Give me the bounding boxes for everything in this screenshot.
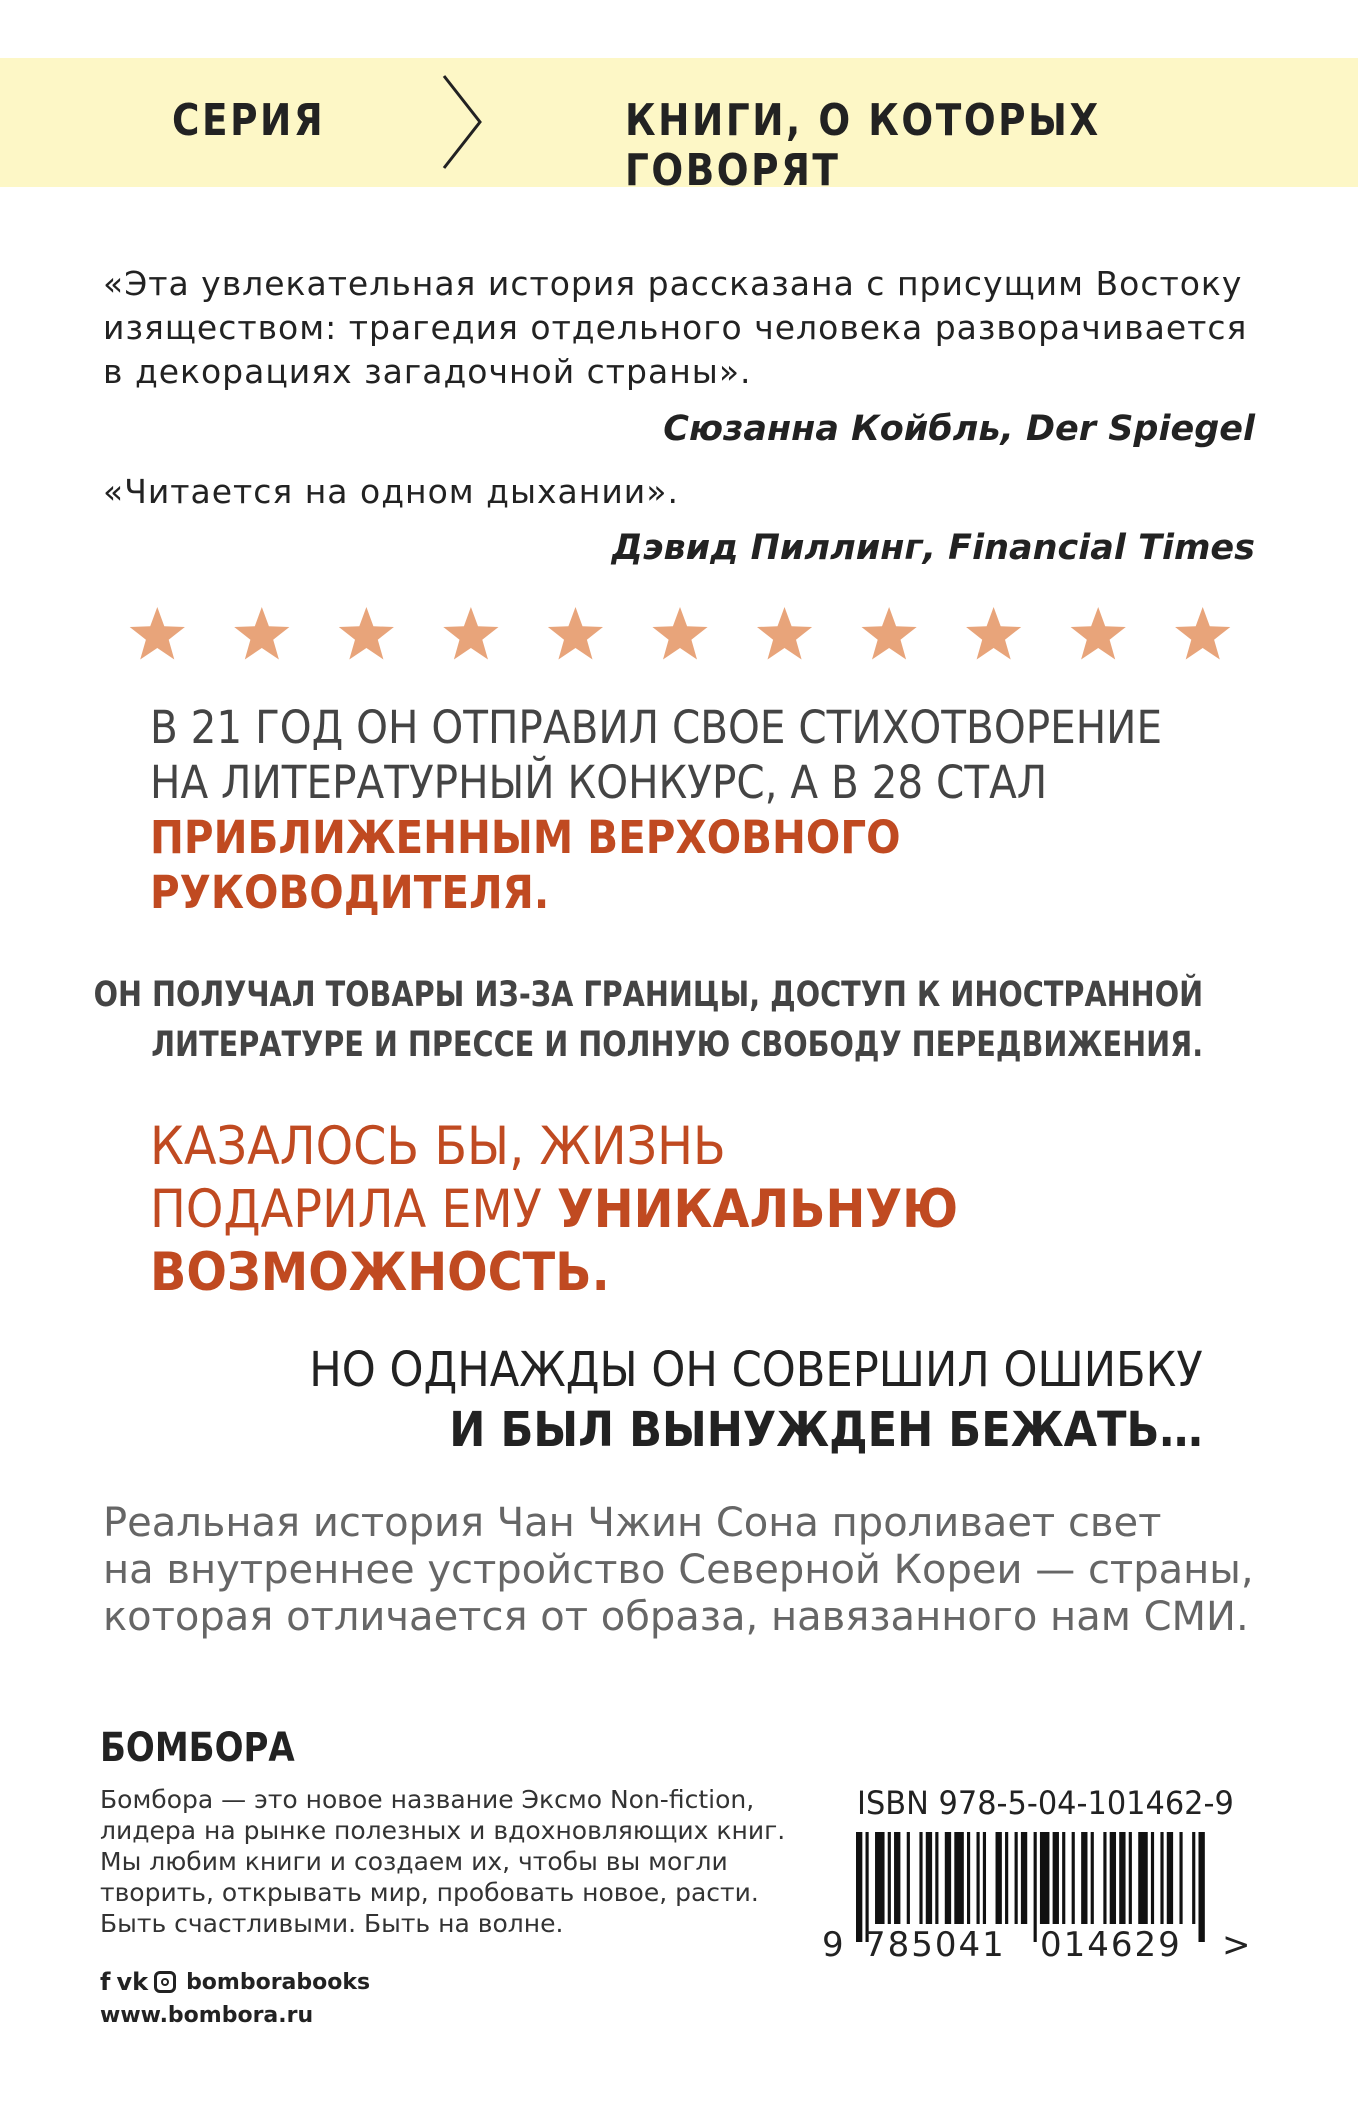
- chevron-right-icon: [440, 72, 484, 172]
- publisher-about: [100, 1784, 785, 1939]
- blurb-line: ОН ПОЛУЧАЛ ТОВАРЫ ИЗ-ЗА ГРАНИЦЫ, ДОСТУП К ИНОСТРАННОЙ: [93, 975, 1203, 1015]
- blurb-highlight: ВОЗМОЖНОСТЬ.: [150, 1242, 610, 1303]
- blurb-line: В 21 ГОД ОН ОТПРАВИЛ СВОЕ СТИХОТВОРЕНИЕ: [150, 701, 1163, 754]
- blurb-highlight: УНИКАЛЬНУЮ: [556, 1179, 959, 1240]
- blurb-highlight: РУКОВОДИТЕЛЯ.: [150, 866, 550, 919]
- vk-icon[interactable]: vk: [116, 1968, 149, 1996]
- isbn-label: ISBN 978-5-04-101462-9: [857, 1784, 1234, 1822]
- blurb-line: НА ЛИТЕРАТУРНЫЙ КОНКУРС, А В 28 СТАЛ: [150, 756, 1048, 809]
- star-icon: [757, 607, 812, 660]
- blurb-paragraph-4: [310, 1340, 1203, 1460]
- publisher-logo: БОМБОРА: [100, 1725, 295, 1771]
- about-line: Бомбора — это новое название Эксмо Non-fiction,: [100, 1785, 755, 1814]
- star-icon: [1071, 607, 1126, 660]
- blurb-paragraph-3: [150, 1115, 958, 1304]
- star-icon: [1175, 607, 1230, 660]
- star-icon: [234, 607, 289, 660]
- star-icon: [966, 607, 1021, 660]
- star-icon: [339, 607, 394, 660]
- blurb-highlight: ПРИБЛИЖЕННЫМ ВЕРХОВНОГО: [150, 811, 901, 864]
- blurb-text: ПОДАРИЛА ЕМУ: [150, 1179, 557, 1240]
- about-line: творить, открывать мир, пробовать новое, расти.: [100, 1878, 759, 1907]
- barcode-digits-right: 014629: [1040, 1925, 1182, 1965]
- review-author: Сюзанна Койбль, Der Spiegel: [663, 409, 1255, 449]
- barcode-digit-lead: 9: [822, 1925, 844, 1965]
- about-line: Быть счастливыми. Быть на волне.: [100, 1909, 564, 1938]
- barcode-digits-left: 785041: [864, 1925, 1006, 1965]
- barcode-digit-tail: >: [1222, 1925, 1251, 1965]
- review-line: «Эта увлекательная история рассказана с присущим Востоку: [103, 264, 1243, 303]
- review-quote: [103, 470, 1263, 514]
- instagram-icon[interactable]: [154, 1971, 176, 1993]
- facebook-icon[interactable]: f: [100, 1968, 111, 1996]
- review-line: в декорациях загадочной страны».: [103, 352, 752, 391]
- description-line: Реальная история Чан Чжин Сона проливает свет: [103, 1500, 1162, 1546]
- blurb-line: ЛИТЕРАТУРЕ И ПРЕССЕ И ПОЛНУЮ СВОБОДУ ПЕРЕДВИЖЕНИЯ.: [151, 1025, 1203, 1065]
- description-line: которая отличается от образа, навязанного нам СМИ.: [103, 1594, 1249, 1640]
- blurb-paragraph-1: [150, 700, 1162, 920]
- description-line: на внутреннее устройство Северной Кореи — страны,: [103, 1547, 1254, 1593]
- review-author: Дэвид Пиллинг, Financial Times: [611, 528, 1255, 568]
- social-links: [100, 1966, 370, 1998]
- star-icon: [862, 607, 917, 660]
- book-description: [103, 1500, 1254, 1641]
- star-icon: [443, 607, 498, 660]
- series-label: СЕРИЯ: [172, 95, 326, 146]
- about-line: лидера на рынке полезных и вдохновляющих книг.: [100, 1816, 786, 1845]
- blurb-paragraph-2: [93, 970, 1203, 1070]
- publisher-website[interactable]: www.bombora.ru: [100, 2003, 314, 2028]
- star-icon: [130, 607, 185, 660]
- blurb-line: КАЗАЛОСЬ БЫ, ЖИЗНЬ: [150, 1116, 726, 1177]
- review-line: изяществом: трагедия отдельного человека разворачивается: [103, 308, 1248, 347]
- blurb-line: [150, 1178, 958, 1241]
- star-icon: [652, 607, 707, 660]
- about-line: Мы любим книги и создаем их, чтобы вы могли: [100, 1847, 728, 1876]
- series-name: КНИГИ, О КОТОРЫХ ГОВОРЯТ: [625, 95, 1101, 196]
- blurb-line: НО ОДНАЖДЫ ОН СОВЕРШИЛ ОШИБКУ: [309, 1342, 1203, 1398]
- blurb-highlight: И БЫЛ ВЫНУЖДЕН БЕЖАТЬ…: [449, 1402, 1203, 1458]
- stars-divider: [105, 603, 1255, 665]
- social-handle[interactable]: bomborabooks: [186, 1969, 371, 1995]
- review-quote: [103, 262, 1263, 394]
- review-line: «Читается на одном дыхании».: [103, 472, 679, 511]
- star-icon: [548, 607, 603, 660]
